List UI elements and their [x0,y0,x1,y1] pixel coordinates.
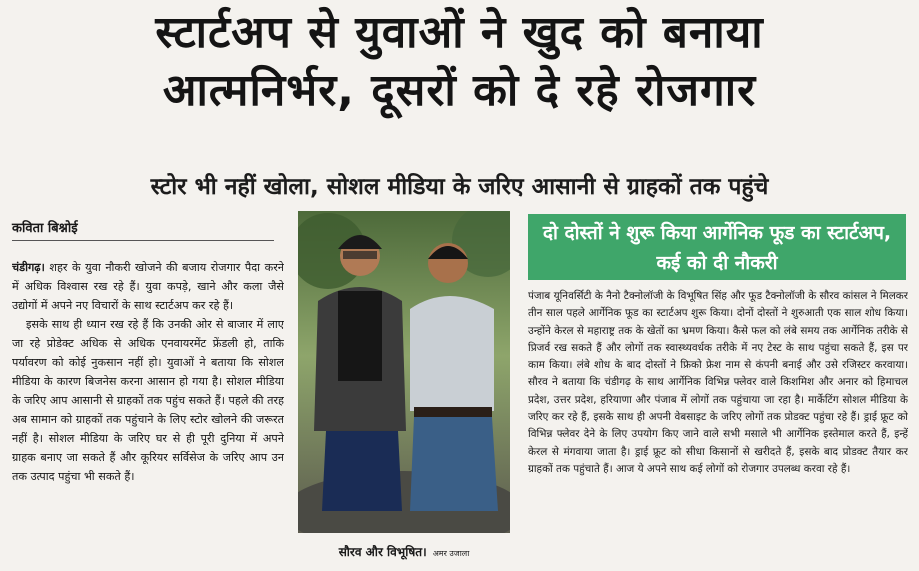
article-left-column [12,258,284,566]
article-paragraph-1-text: शहर के युवा नौकरी खोजने की बजाय रोजगार पैदा करने में अधिक विश्वास रख रहे हैं। युवा कपड़े, खाने और कला जैसे उद्योगों में अपने नए विचारों के साथ स्टार्टअप कर रहे हैं। [12,261,284,312]
sidebar-article [528,288,908,566]
headline-line-1: स्टार्टअप से युवाओं ने खुद को बनाया [155,7,764,58]
article-paragraph-2: इसके साथ ही ध्यान रख रहे हैं कि उनकी ओर से बाजार में लाए जा रहे प्रोडेक्ट अधिक से अधिक एनवायरमेंट फ्रेंडली हो, ताकि पर्यावरण को कोई नुकसान नहीं हो। युवाओं ने बताया कि सोशल मीडिया के कारण बिजनेस करना आसान हो गया है। सोशल मीडिया के जरिए आप आसानी से ग्राहकों तक पहुंच सकते हैं। पहले की तरह अब सामान को ग्राहकों तक पहुंचाने के लिए स्टोर खोलने की जरूरत नहीं है। सोशल मीडिया के जरिए घर से ही पूरी दुनिया में अपने ग्राहक बनाए जा सकते हैं और कूरियर सर्विसेज के जरिए आप उन तक उत्पाद पहुंचा भी सकते हैं। [12,318,284,483]
article-paragraph-1 [12,258,284,315]
news-photo [298,211,510,533]
headline-line-2: आत्मनिर्भर, दूसरों को दे रहे रोजगार [162,65,757,116]
photo-credit: अमर उजाला [432,549,470,558]
dateline: चंडीगढ़। [12,261,45,274]
photo-caption [298,537,510,567]
sidebar-banner: दो दोस्तों ने शुरू किया आर्गेनिक फूड का स्टार्टअप, कई को दी नौकरी [528,214,906,280]
sidebar-body: पंजाब यूनिवर्सिटी के नैनो टैक्नोलॉजी के विभूषित सिंह और फूड टैक्नोलॉजी के सौरव कांसल ने मिलकर तीन साल पहले आर्गेनिक फूड का स्टार्टअप शुरू किया। दोनों दोस्तों ने शुरुआती एक साल शोध किया। उन्होंने केरल से महाराष्ट्र तक के खेतों का भ्रमण किया। कैसे फल को लंबे समय तक आर्गेनिक तरीके से प्रिजर्व रख सकते हैं और लोगों तक स्वास्थ्यवर्धक तरीके में नए टेस्ट के साथ पहुंचा सकते हैं, इस पर काम किया। लंबे शोध के बाद दोस्तों ने फ्रिको फ्रेश नाम से कंपनी बनाई और उसे रजिस्टर करवाया। सौरव ने बताया कि चंडीगढ़ के साथ आर्गेनिक विभिन्न फ्लेवर वाले किशमिश और अनार को हिमाचल प्रदेश, उत्तर प्रदेश, हरियाणा और पंजाब में लोगों तक पहुंचाया जा रहा है। मार्केटिंग सोशल मीडिया के जरिए कर रहे हैं, इसके साथ ही अपनी वेबसाइट के जरिए लोगों तक प्रोडक्ट पहुंचा रहे हैं। ड्राई फ्रूट को विभिन्न फ्लेवर देने के लिए उपयोग किए जाने वाले सभी मसाले भी आर्गेनिक इस्तेमाल करते हैं, इन्हें केरल से मंगवाया जाता है। ड्राई फ्रूट को सीधा किसानों से खरीदते हैं, इसके बाद प्रोडक्ट तैयार कर ग्राहकों तक पहुंचाते हैं। आज ये अपने साथ कई लोगों को रोजगार उपलब्ध करवा रहे हैं। [528,290,908,475]
subheadline: स्टोर भी नहीं खोला, सोशल मीडिया के जरिए आसानी से ग्राहकों तक पहुंचे [150,174,769,200]
photo-illustration [298,211,510,533]
headline [0,4,919,120]
photo-caption-text: सौरव और विभूषित। [338,545,427,559]
byline: कविता बिश्नोई [12,218,274,241]
